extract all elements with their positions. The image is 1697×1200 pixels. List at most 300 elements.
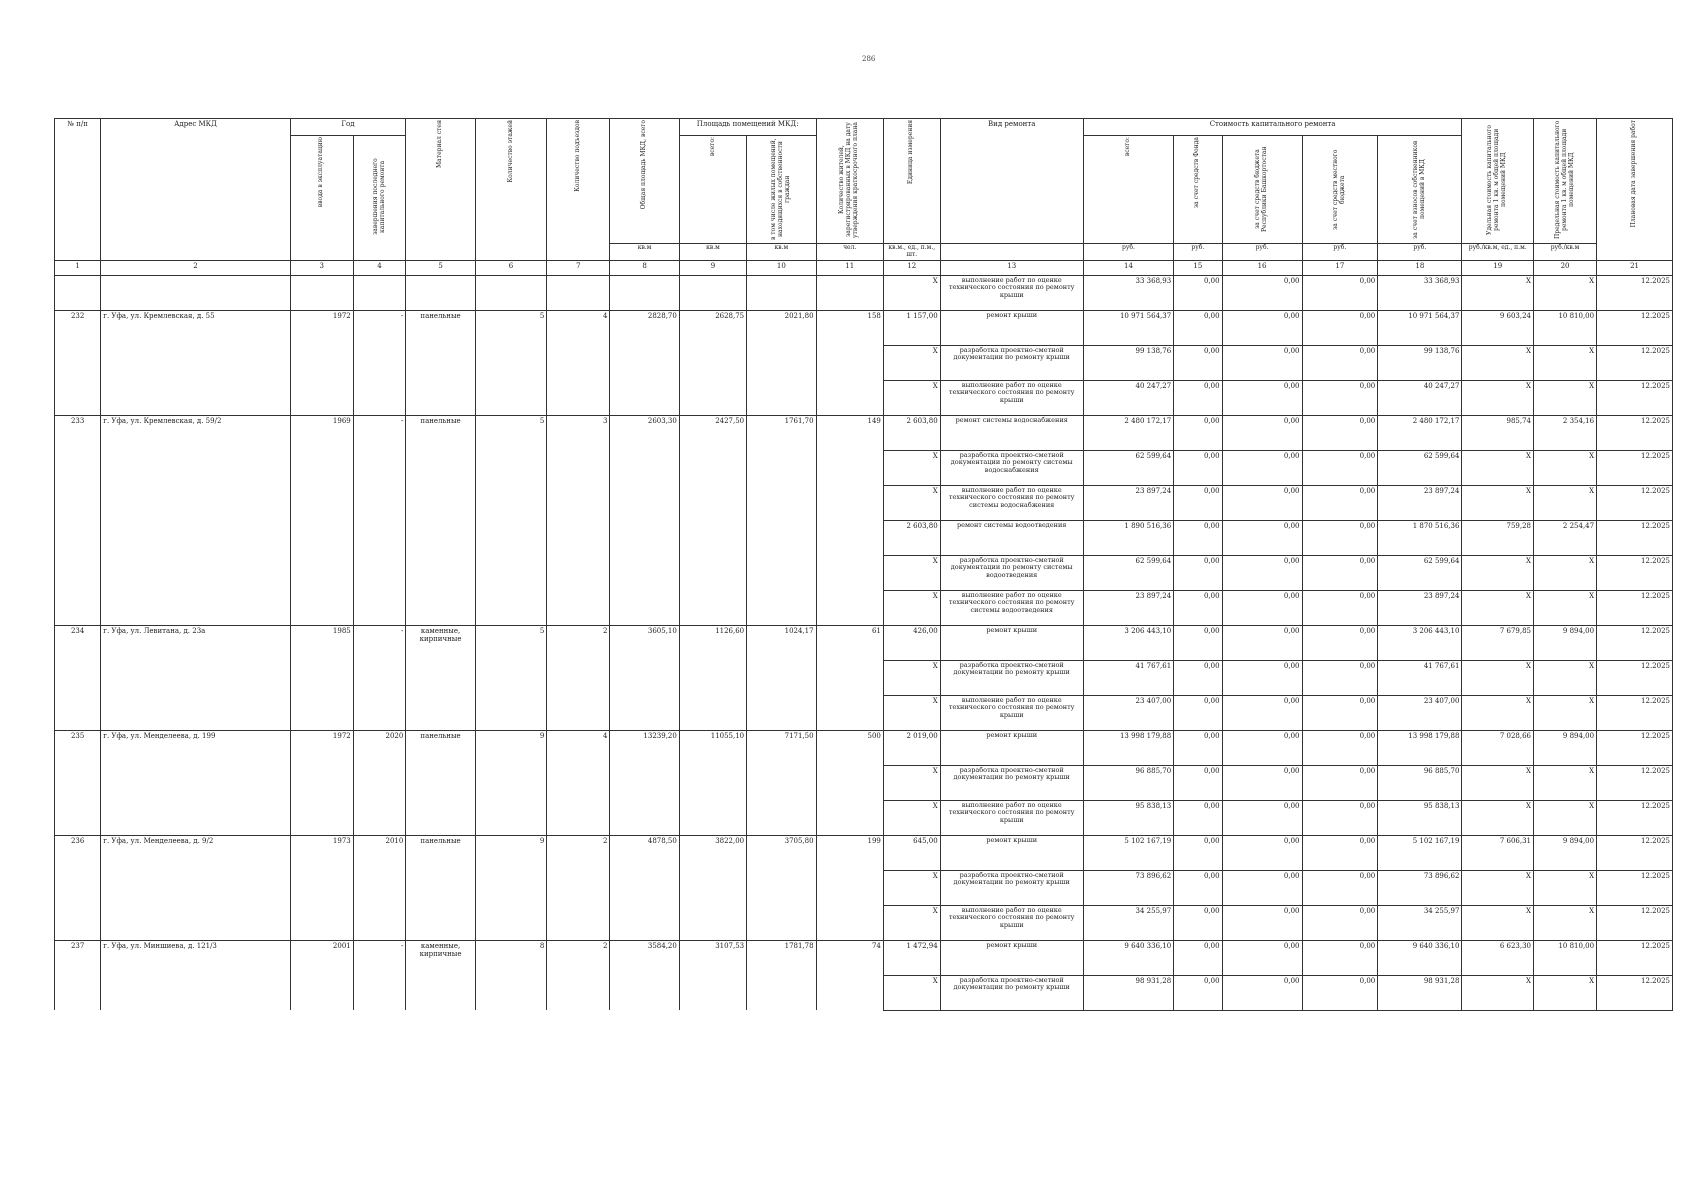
cell-deadline: 12.2025	[1597, 835, 1673, 870]
cell-unit-cost: X	[1462, 380, 1534, 415]
cell-cost-fund: 0,00	[1174, 695, 1222, 730]
cell-wall-material	[406, 485, 475, 520]
cell-deadline: 12.2025	[1597, 975, 1673, 1010]
header-owners: за счет взносов собственников помещений в МКД	[1411, 140, 1426, 239]
cell-residents	[816, 450, 883, 485]
cell-row-number: 233	[55, 415, 101, 450]
cell-floors: 9	[475, 730, 547, 765]
cell-wall-material	[406, 905, 475, 940]
table-row	[55, 940, 1673, 975]
column-number: 9	[679, 260, 746, 275]
cell-entrances: 4	[547, 730, 610, 765]
cell-unit-cost: X	[1462, 800, 1534, 835]
cell-wall-material: панельные	[406, 730, 475, 765]
cell-address	[101, 450, 290, 485]
cell-cost-republic: 0,00	[1222, 485, 1302, 520]
cell-row-number: 237	[55, 940, 101, 975]
cell-cost-local: 0,00	[1302, 800, 1378, 835]
cell-max-cost: X	[1533, 905, 1596, 940]
cell-cost-owners: 34 255,97	[1378, 905, 1462, 940]
unit-cell	[940, 244, 1083, 261]
cell-cost-republic: 0,00	[1222, 310, 1302, 345]
cell-deadline: 12.2025	[1597, 625, 1673, 660]
cell-entrances	[547, 275, 610, 310]
cell-year-last-repair: 2020	[353, 730, 406, 765]
cell-repair-type: разработка проектно-сметной документации по ремонту крыши	[940, 660, 1083, 695]
cell-max-cost: 2 254,47	[1533, 520, 1596, 555]
cell-floors	[475, 345, 547, 380]
cell-premises-owned	[747, 380, 816, 415]
cell-residents: 500	[816, 730, 883, 765]
cell-cost-total: 23 407,00	[1083, 695, 1173, 730]
cell-entrances: 3	[547, 415, 610, 450]
cell-floors	[475, 695, 547, 730]
cell-residents	[816, 380, 883, 415]
cell-repair-type: выполнение работ по оценке технического состояния по ремонту системы водоснабжения	[940, 485, 1083, 520]
cell-premises-owned	[747, 485, 816, 520]
column-number: 12	[883, 260, 940, 275]
cell-cost-republic: 0,00	[1222, 590, 1302, 625]
cell-row-number	[55, 275, 101, 310]
cell-cost-owners: 73 896,62	[1378, 870, 1462, 905]
unit-cell: руб.	[1378, 244, 1462, 261]
cell-cost-local: 0,00	[1302, 695, 1378, 730]
cell-repair-type: разработка проектно-сметной документации по ремонту крыши	[940, 765, 1083, 800]
cell-entrances	[547, 800, 610, 835]
cell-cost-owners: 5 102 167,19	[1378, 835, 1462, 870]
cell-residents	[816, 520, 883, 555]
cell-address: г. Уфа, ул. Менделеева, д. 199	[101, 730, 290, 765]
cell-repair-type: выполнение работ по оценке технического состояния по ремонту крыши	[940, 695, 1083, 730]
cell-premises-area: 1126,60	[679, 625, 746, 660]
cell-row-number	[55, 485, 101, 520]
cell-repair-type: ремонт системы водоотведения	[940, 520, 1083, 555]
cell-repair-type: выполнение работ по оценке технического состояния по ремонту крыши	[940, 275, 1083, 310]
cell-repair-type: выполнение работ по оценке технического состояния по ремонту крыши	[940, 905, 1083, 940]
table-row	[55, 310, 1673, 345]
cell-total-area	[610, 380, 679, 415]
header-cost-total: всего:	[1124, 137, 1132, 157]
unit-cell: руб./кв.м, ед., п.м.	[1462, 244, 1534, 261]
cell-wall-material	[406, 870, 475, 905]
cell-total-area	[610, 485, 679, 520]
column-number: 15	[1174, 260, 1222, 275]
cell-deadline: 12.2025	[1597, 450, 1673, 485]
cell-cost-local: 0,00	[1302, 520, 1378, 555]
cell-year-commission	[290, 555, 353, 590]
cell-deadline: 12.2025	[1597, 905, 1673, 940]
cell-cost-local: 0,00	[1302, 450, 1378, 485]
unit-cell: руб.	[1083, 244, 1173, 261]
cell-cost-owners: 41 767,61	[1378, 660, 1462, 695]
cell-premises-owned	[747, 450, 816, 485]
cell-row-number	[55, 870, 101, 905]
cell-year-last-repair: -	[353, 415, 406, 450]
cell-premises-owned: 2021,80	[747, 310, 816, 345]
cell-cost-total: 73 896,62	[1083, 870, 1173, 905]
cell-wall-material	[406, 450, 475, 485]
table-row	[55, 415, 1673, 450]
cell-premises-area	[679, 870, 746, 905]
cell-residents	[816, 695, 883, 730]
cell-year-last-repair	[353, 485, 406, 520]
cell-wall-material	[406, 975, 475, 1010]
cell-wall-material: каменные, кирпичные	[406, 940, 475, 975]
cell-max-cost: X	[1533, 275, 1596, 310]
cell-quantity: X	[883, 660, 940, 695]
column-number: 6	[475, 260, 547, 275]
cell-premises-owned	[747, 275, 816, 310]
cell-cost-total: 95 838,13	[1083, 800, 1173, 835]
cell-row-number	[55, 800, 101, 835]
cell-unit-cost: X	[1462, 695, 1534, 730]
cell-repair-type: выполнение работ по оценке технического состояния по ремонту крыши	[940, 380, 1083, 415]
cell-deadline: 12.2025	[1597, 590, 1673, 625]
cell-cost-total: 33 368,93	[1083, 275, 1173, 310]
cell-row-number	[55, 660, 101, 695]
table-row	[55, 730, 1673, 765]
header-residents: Количество жителей, зарегистрированных в МКД на дату утверждения краткосрочного плана	[838, 122, 860, 238]
cell-quantity: X	[883, 450, 940, 485]
cell-floors	[475, 800, 547, 835]
cell-address	[101, 870, 290, 905]
cell-premises-area	[679, 555, 746, 590]
column-number: 1	[55, 260, 101, 275]
cell-floors	[475, 905, 547, 940]
cell-address	[101, 380, 290, 415]
cell-cost-republic: 0,00	[1222, 730, 1302, 765]
cell-cost-owners: 95 838,13	[1378, 800, 1462, 835]
cell-quantity: X	[883, 765, 940, 800]
cell-cost-republic: 0,00	[1222, 625, 1302, 660]
cell-year-commission: 1973	[290, 835, 353, 870]
table-row	[55, 800, 1673, 835]
cell-address: г. Уфа, ул. Миншиева, д. 121/3	[101, 940, 290, 975]
column-number: 3	[290, 260, 353, 275]
header-premises-total: всего:	[708, 137, 716, 157]
cell-quantity: X	[883, 870, 940, 905]
cell-premises-area	[679, 520, 746, 555]
cell-year-last-repair: 2010	[353, 835, 406, 870]
cell-premises-area	[679, 275, 746, 310]
cell-premises-owned	[747, 520, 816, 555]
cell-max-cost: X	[1533, 590, 1596, 625]
cell-cost-local: 0,00	[1302, 975, 1378, 1010]
cell-max-cost: X	[1533, 485, 1596, 520]
column-number: 10	[747, 260, 816, 275]
cell-entrances	[547, 905, 610, 940]
cell-cost-fund: 0,00	[1174, 590, 1222, 625]
cell-floors: 8	[475, 940, 547, 975]
cell-repair-type: разработка проектно-сметной документации по ремонту системы водоотведения	[940, 555, 1083, 590]
cell-year-last-repair	[353, 905, 406, 940]
unit-cell: руб.	[1174, 244, 1222, 261]
cell-floors	[475, 380, 547, 415]
cell-year-commission	[290, 590, 353, 625]
column-number: 16	[1222, 260, 1302, 275]
cell-row-number	[55, 380, 101, 415]
cell-cost-owners: 9 640 336,10	[1378, 940, 1462, 975]
cell-max-cost: X	[1533, 765, 1596, 800]
cell-floors	[475, 450, 547, 485]
cell-residents	[816, 660, 883, 695]
cell-premises-owned	[747, 905, 816, 940]
cell-unit-cost: X	[1462, 590, 1534, 625]
cell-quantity: X	[883, 975, 940, 1010]
cell-repair-type: разработка проектно-сметной документации по ремонту крыши	[940, 345, 1083, 380]
column-numbers-row	[55, 260, 1673, 275]
cell-cost-owners: 10 971 564,37	[1378, 310, 1462, 345]
table-row	[55, 555, 1673, 590]
cell-cost-fund: 0,00	[1174, 870, 1222, 905]
cell-quantity: X	[883, 345, 940, 380]
cell-floors	[475, 275, 547, 310]
cell-cost-owners: 62 599,64	[1378, 450, 1462, 485]
cell-address: г. Уфа, ул. Кремлевская, д. 55	[101, 310, 290, 345]
cell-floors	[475, 485, 547, 520]
repair-register-table	[54, 118, 1673, 1011]
cell-year-last-repair	[353, 520, 406, 555]
cell-year-commission	[290, 520, 353, 555]
cell-cost-republic: 0,00	[1222, 870, 1302, 905]
cell-address	[101, 975, 290, 1010]
cell-cost-owners: 40 247,27	[1378, 380, 1462, 415]
cell-row-number: 235	[55, 730, 101, 765]
cell-floors	[475, 660, 547, 695]
cell-cost-total: 9 640 336,10	[1083, 940, 1173, 975]
cell-entrances: 2	[547, 625, 610, 660]
cell-cost-republic: 0,00	[1222, 695, 1302, 730]
cell-residents	[816, 765, 883, 800]
cell-year-commission	[290, 765, 353, 800]
cell-cost-local: 0,00	[1302, 905, 1378, 940]
column-number: 14	[1083, 260, 1173, 275]
cell-cost-republic: 0,00	[1222, 380, 1302, 415]
cell-cost-total: 5 102 167,19	[1083, 835, 1173, 870]
cell-unit-cost: X	[1462, 975, 1534, 1010]
cell-year-commission	[290, 485, 353, 520]
cell-max-cost: X	[1533, 555, 1596, 590]
cell-residents	[816, 555, 883, 590]
cell-year-commission	[290, 695, 353, 730]
cell-cost-republic: 0,00	[1222, 345, 1302, 380]
cell-wall-material: панельные	[406, 835, 475, 870]
column-number: 17	[1302, 260, 1378, 275]
cell-cost-total: 62 599,64	[1083, 555, 1173, 590]
cell-premises-area	[679, 485, 746, 520]
column-number: 19	[1462, 260, 1534, 275]
cell-cost-local: 0,00	[1302, 835, 1378, 870]
cell-cost-fund: 0,00	[1174, 275, 1222, 310]
cell-cost-local: 0,00	[1302, 415, 1378, 450]
cell-year-last-repair	[353, 450, 406, 485]
cell-wall-material	[406, 660, 475, 695]
cell-entrances	[547, 870, 610, 905]
unit-cell: кв.м., ед., п.м., шт.	[883, 244, 940, 261]
cell-repair-type: ремонт крыши	[940, 625, 1083, 660]
cell-premises-area	[679, 345, 746, 380]
cell-wall-material	[406, 345, 475, 380]
cell-max-cost: 10 810,00	[1533, 310, 1596, 345]
cell-year-commission	[290, 345, 353, 380]
cell-cost-owners: 23 897,24	[1378, 485, 1462, 520]
unit-cell: руб.	[1222, 244, 1302, 261]
cell-cost-total: 96 885,70	[1083, 765, 1173, 800]
cell-floors: 5	[475, 415, 547, 450]
header-cost: Стоимость капитального ремонта	[1083, 119, 1462, 136]
cell-total-area: 4878,50	[610, 835, 679, 870]
column-number: 20	[1533, 260, 1596, 275]
cell-residents	[816, 485, 883, 520]
cell-premises-area: 2628,75	[679, 310, 746, 345]
cell-deadline: 12.2025	[1597, 345, 1673, 380]
cell-premises-area: 11055,10	[679, 730, 746, 765]
cell-cost-total: 13 998 179,88	[1083, 730, 1173, 765]
cell-premises-area	[679, 800, 746, 835]
cell-entrances	[547, 695, 610, 730]
cell-cost-fund: 0,00	[1174, 660, 1222, 695]
cell-premises-area	[679, 765, 746, 800]
table-row	[55, 520, 1673, 555]
cell-entrances: 2	[547, 835, 610, 870]
cell-entrances	[547, 590, 610, 625]
cell-max-cost: 2 354,16	[1533, 415, 1596, 450]
cell-year-commission	[290, 800, 353, 835]
table-row	[55, 835, 1673, 870]
cell-year-last-repair	[353, 380, 406, 415]
cell-address: г. Уфа, ул. Менделеева, д. 9/2	[101, 835, 290, 870]
cell-cost-republic: 0,00	[1222, 765, 1302, 800]
cell-cost-fund: 0,00	[1174, 485, 1222, 520]
table-body	[55, 275, 1673, 1010]
header-premises-area: Площадь помещений МКД:	[679, 119, 816, 136]
cell-unit-cost: X	[1462, 905, 1534, 940]
table-row	[55, 695, 1673, 730]
cell-max-cost: X	[1533, 975, 1596, 1010]
cell-row-number	[55, 905, 101, 940]
cell-premises-owned	[747, 695, 816, 730]
cell-max-cost: X	[1533, 660, 1596, 695]
cell-quantity: X	[883, 905, 940, 940]
cell-cost-total: 23 897,24	[1083, 590, 1173, 625]
cell-deadline: 12.2025	[1597, 800, 1673, 835]
cell-cost-local: 0,00	[1302, 765, 1378, 800]
cell-wall-material	[406, 590, 475, 625]
header-premises-owned: в том числе жилых помещений, находящихся в собственности граждан	[770, 138, 791, 241]
cell-cost-total: 10 971 564,37	[1083, 310, 1173, 345]
cell-total-area: 3584,20	[610, 940, 679, 975]
cell-year-last-repair	[353, 590, 406, 625]
cell-total-area	[610, 660, 679, 695]
cell-wall-material	[406, 695, 475, 730]
header-republic: за счет средств бюджета Республики Башкортостан	[1254, 146, 1269, 233]
cell-unit-cost: X	[1462, 660, 1534, 695]
cell-entrances	[547, 765, 610, 800]
cell-cost-owners: 96 885,70	[1378, 765, 1462, 800]
cell-total-area: 2828,70	[610, 310, 679, 345]
cell-premises-area: 3822,00	[679, 835, 746, 870]
cell-cost-total: 34 255,97	[1083, 905, 1173, 940]
cell-entrances	[547, 450, 610, 485]
cell-quantity: 2 603,80	[883, 415, 940, 450]
cell-residents	[816, 275, 883, 310]
cell-floors	[475, 870, 547, 905]
cell-total-area	[610, 590, 679, 625]
cell-repair-type: выполнение работ по оценке технического состояния по ремонту крыши	[940, 800, 1083, 835]
cell-residents: 61	[816, 625, 883, 660]
cell-floors	[475, 520, 547, 555]
header-entrances: Количество подъездов	[573, 120, 581, 192]
cell-deadline: 12.2025	[1597, 485, 1673, 520]
cell-premises-area	[679, 590, 746, 625]
header-year-last-repair: завершения последнего капитального ремонта	[371, 158, 386, 236]
cell-entrances	[547, 485, 610, 520]
cell-unit-cost: 7 028,66	[1462, 730, 1534, 765]
cell-quantity: 2 019,00	[883, 730, 940, 765]
cell-wall-material: панельные	[406, 310, 475, 345]
cell-year-last-repair	[353, 660, 406, 695]
header-total-area: Общая площадь МКД, всего	[640, 120, 648, 210]
cell-year-commission	[290, 870, 353, 905]
cell-address: г. Уфа, ул. Кремлевская, д. 59/2	[101, 415, 290, 450]
cell-cost-owners: 23 407,00	[1378, 695, 1462, 730]
cell-year-commission: 1972	[290, 310, 353, 345]
cell-total-area	[610, 975, 679, 1010]
cell-max-cost: X	[1533, 345, 1596, 380]
cell-deadline: 12.2025	[1597, 940, 1673, 975]
cell-year-commission	[290, 450, 353, 485]
cell-year-commission: 2001	[290, 940, 353, 975]
cell-year-last-repair	[353, 345, 406, 380]
page-number: 286	[862, 55, 876, 63]
header-max-cost: Предельная стоимость капитального ремонта 1 кв. м общей площади помещений МКД	[1553, 120, 1575, 240]
cell-row-number: 232	[55, 310, 101, 345]
cell-year-last-repair	[353, 555, 406, 590]
cell-cost-fund: 0,00	[1174, 450, 1222, 485]
cell-year-last-repair	[353, 695, 406, 730]
cell-entrances: 2	[547, 940, 610, 975]
cell-cost-republic: 0,00	[1222, 940, 1302, 975]
cell-premises-owned	[747, 975, 816, 1010]
cell-cost-owners: 23 897,24	[1378, 590, 1462, 625]
cell-max-cost: X	[1533, 450, 1596, 485]
cell-wall-material	[406, 800, 475, 835]
cell-entrances	[547, 345, 610, 380]
cell-total-area	[610, 555, 679, 590]
cell-cost-owners: 13 998 179,88	[1378, 730, 1462, 765]
cell-premises-owned	[747, 345, 816, 380]
cell-cost-republic: 0,00	[1222, 520, 1302, 555]
cell-quantity: X	[883, 695, 940, 730]
cell-cost-republic: 0,00	[1222, 415, 1302, 450]
unit-cell: руб./кв.м	[1533, 244, 1596, 261]
cell-residents	[816, 590, 883, 625]
cell-deadline: 12.2025	[1597, 310, 1673, 345]
cell-cost-owners: 3 206 443,10	[1378, 625, 1462, 660]
cell-cost-total: 99 138,76	[1083, 345, 1173, 380]
cell-total-area: 3605,10	[610, 625, 679, 660]
cell-total-area	[610, 520, 679, 555]
table-row	[55, 275, 1673, 310]
header-deadline: Плановая дата завершения работ	[1630, 120, 1638, 228]
cell-total-area: 13239,20	[610, 730, 679, 765]
cell-repair-type: разработка проектно-сметной документации по ремонту системы водоснабжения	[940, 450, 1083, 485]
cell-max-cost: 9 894,00	[1533, 730, 1596, 765]
cell-row-number	[55, 555, 101, 590]
cell-premises-owned: 1024,17	[747, 625, 816, 660]
cell-row-number	[55, 765, 101, 800]
cell-cost-republic: 0,00	[1222, 835, 1302, 870]
